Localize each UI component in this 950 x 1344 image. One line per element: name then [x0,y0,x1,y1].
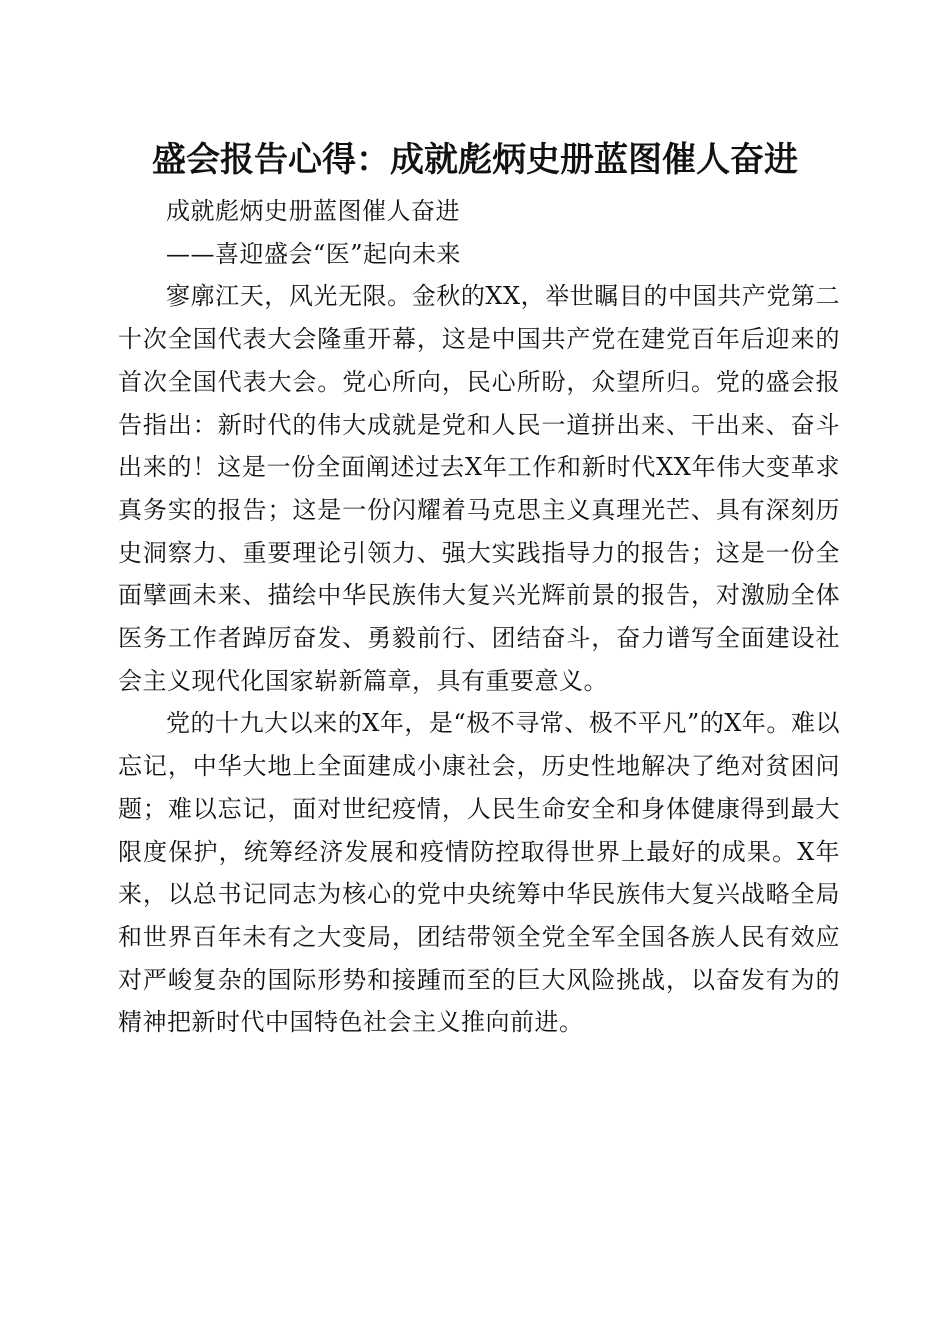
paragraph-2: 党的十九大以来的X年，是“极不寻常、极不平凡”的X年。难以忘记，中华大地上全面建成小康社会，历史性地解决了绝对贫困问题；难以忘记，面对世纪疫情，人民生命安全和身体健康得到最大限度保护，统筹经济发展和疫情防控取得世界上最好的成果。X年来，以总书记同志为核心的党中央统筹中华民族伟大复兴战略全局和世界百年未有之大变局，团结带领全党全军全国各族人民有效应对严峻复杂的国际形势和接踵而至的巨大风险挑战，以奋发有为的精神把新时代中国特色社会主义推向前进。 [118,709,840,1037]
subtitle-main: 成就彪炳史册蓝图催人奋进 [166,197,460,225]
paragraph-1: 寥廓江天，风光无限。金秋的XX，举世瞩目的中国共产党第二十次全国代表大会隆重开幕，这是中国共产党在建党百年后迎来的首次全国代表大会。党心所向，民心所盼，众望所归。党的盛会报告指出：新时代的伟大成就是党和人民一道拼出来、干出来、奋斗出来的！这是一份全面阐述过去X年工作和新时代XX年伟大变革求真务实的报告；这是一份闪耀着马克思主义真理光芒、具有深刻历史洞察力、重要理论引领力、强大实践指导力的报告；这是一份全面擘画未来、描绘中华民族伟大复兴光辉前景的报告，对激励全体医务工作者踔厉奋发、勇毅前行、团结奋斗，奋力谱写全面建设社会主义现代化国家崭新篇章，具有重要意义。 [118,282,840,695]
document-body [118,190,840,1044]
subtitle-secondary: ——喜迎盛会“医”起向未来 [166,239,462,268]
document-title: 盛会报告心得：成就彪炳史册蓝图催人奋进 [152,140,798,180]
